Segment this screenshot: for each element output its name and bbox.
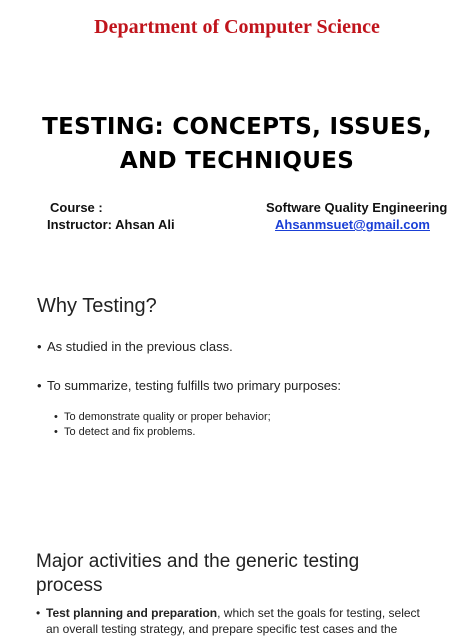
sub-list-item: [54, 426, 195, 438]
presentation-title: [0, 110, 474, 178]
course-value: Software Quality Engineering: [266, 200, 448, 215]
heading-line-1: Major activities and the generic testing: [36, 551, 360, 572]
list-item: [36, 605, 466, 637]
list-item: [37, 378, 341, 393]
instructor-email-link[interactable]: Ahsanmsuet@gmail.com: [275, 217, 430, 232]
instructor-label: Instructor: Ahsan Ali: [47, 217, 175, 232]
bullet-glyph: •: [37, 339, 42, 354]
list-item: [37, 339, 233, 354]
why-testing-heading: Why Testing?: [37, 295, 157, 317]
bullet-glyph: •: [37, 378, 42, 393]
bullet-text: As studied in the previous class.: [47, 339, 233, 354]
department-title: Department of Computer Science: [94, 16, 380, 38]
bullet-glyph: •: [54, 426, 58, 438]
course-label: Course :: [50, 200, 103, 215]
sub-bullet-text: To detect and fix problems.: [64, 426, 196, 438]
item-line-2: an overall testing strategy, and prepare specific test cases and the: [46, 622, 398, 636]
item-line-1: [36, 605, 466, 621]
title-line-2: AND TECHNIQUES: [119, 148, 355, 174]
title-line-1: TESTING: CONCEPTS, ISSUES,: [42, 114, 432, 140]
item-text: , which set the goals for testing, select: [217, 606, 420, 620]
bullet-glyph: •: [54, 411, 58, 423]
major-activities-heading: [36, 550, 456, 598]
sub-list-item: [54, 411, 271, 423]
heading-line-2: process: [36, 575, 103, 596]
item-bold-text: Test planning and preparation: [46, 606, 218, 620]
bullet-text: To summarize, testing fulfills two primary purposes:: [47, 378, 342, 393]
bullet-glyph: •: [36, 606, 41, 620]
sub-bullet-text: To demonstrate quality or proper behavior;: [64, 411, 271, 423]
